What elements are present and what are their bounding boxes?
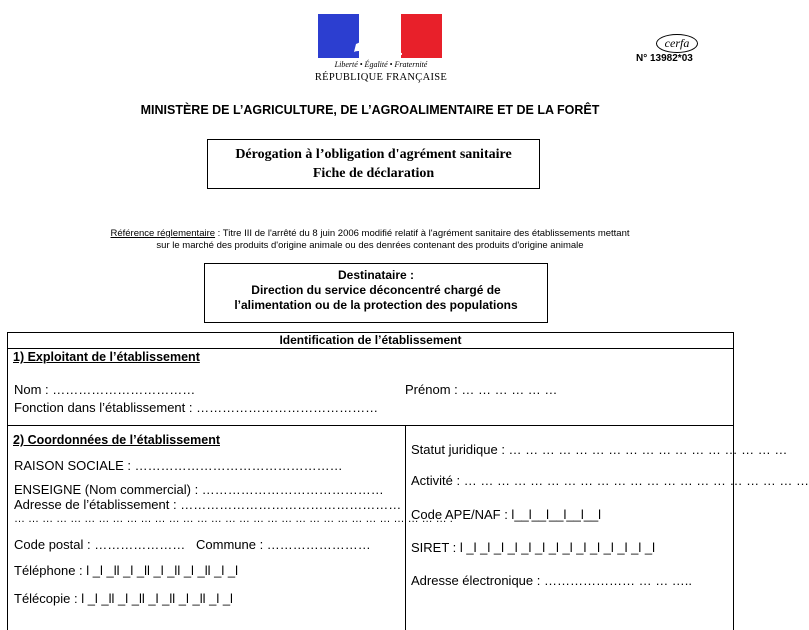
section2-title: 2) Coordonnées de l’établissement [13,433,220,447]
telephone-field[interactable]: Téléphone : l _l _ll _l _ll _l _ll _l _ll _l _l [14,563,239,578]
section1-title: 1) Exploitant de l’établissement [13,350,200,364]
cerfa-logo: cerfa [656,34,698,53]
recipient-line1: Destinataire : [337,268,415,282]
form-title-box [207,139,540,189]
activite-field[interactable]: Activité : … … … … … … … … … … … … … … … … … … … … … [411,473,809,488]
enseigne-field[interactable]: ENSEIGNE (Nom commercial) : …………………………………… [14,482,384,497]
republic-name: RÉPUBLIQUE FRANÇAISE [314,72,448,83]
adresse-continuation[interactable]: … … … … … … … … … … … … … … … … … … … … … … … … … … … … … … … . [14,513,453,525]
identification-title: Identification de l’établissement [279,333,462,347]
prenom-field[interactable]: Prénom : … … … … … … [405,382,558,397]
code-ape-field[interactable]: Code APE/NAF : l__l__l__l__l__l [411,507,602,522]
divider [7,425,734,426]
form-title-line1: Dérogation à l’obligation d'agrément sanitaire [235,147,512,162]
ministry-title: MINISTÈRE DE L’AGRICULTURE, DE L’AGROALIMENTAIRE ET DE LA FORÊT [140,103,600,117]
statut-juridique-field[interactable]: Statut juridique : … … … … … … … … … … … … … … … … … [411,442,788,457]
commune-field[interactable]: Commune : …………………… [196,537,371,552]
recipient-box [204,263,548,323]
cerfa-number: N° 13982*03 [636,53,693,64]
fonction-field[interactable]: Fonction dans l’établissement : …………………………………… [14,400,379,415]
marianne-logo [318,14,442,58]
reference-text-2: sur le marché des produits d'origine animale ou des denrées contenant des produits d'origine animale [156,240,584,251]
form-title-line2: Fiche de déclaration [312,166,435,181]
adresse-field[interactable]: Adresse de l’établissement : …………………………………………… [14,497,402,512]
siret-field[interactable]: SIRET : l _l _l _l _l _l _l _l _l _l _l _l _l _l _l [411,540,655,555]
divider [7,348,734,349]
reference-label: Référence réglementaire [110,228,216,239]
regulatory-reference [60,228,680,252]
republic-motto: Liberté • Égalité • Fraternité [334,60,428,69]
code-postal-field[interactable]: Code postal : ………………… [14,537,186,552]
email-field[interactable]: Adresse électronique : ………………… … … ….. [411,573,693,588]
recipient-line2: Direction du service déconcentré chargé de [251,283,501,297]
column-divider [405,425,406,630]
raison-sociale-field[interactable]: RAISON SOCIALE : ………………………………………… [14,458,343,473]
recipient-line3: l’alimentation ou de la protection des populations [234,298,518,312]
reference-text-1: : Titre III de l'arrêté du 8 juin 2006 modifié relatif à l'agrément sanitaire des établissements mettant [215,228,630,239]
nom-field[interactable]: Nom : …………………………… [14,382,196,397]
telecopie-field[interactable]: Télécopie : l _l _ll _l _ll _l _ll _l _ll _l _l [14,591,233,606]
